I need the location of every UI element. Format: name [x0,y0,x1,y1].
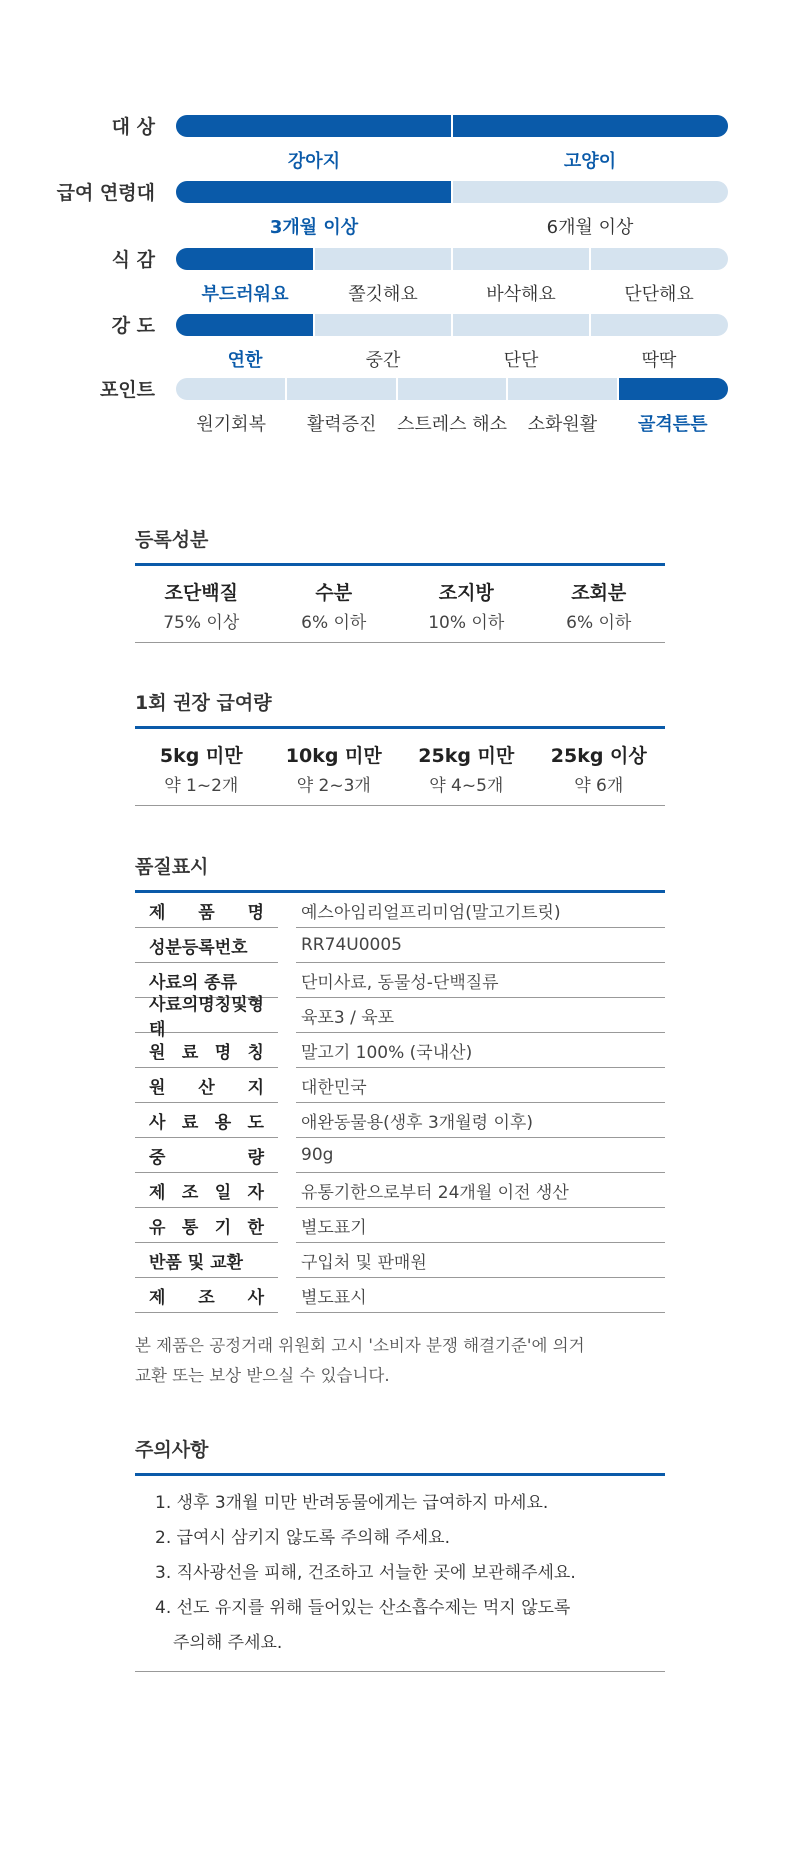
composition-value: 10% 이하 [428,613,505,633]
caution-item-continued: 주의해 주세요. [173,1633,283,1653]
scale-row [0,245,800,315]
quality-value: 육포3 / 육포 [296,998,665,1033]
scale-divider [313,314,315,336]
quality-key: 사료의 종류 [135,964,278,998]
scale-segment [452,248,590,270]
scale-option: 단단 [503,350,539,371]
scale-option: 강아지 [287,151,341,172]
scale-segment-filled [176,115,452,137]
composition-col [533,566,666,642]
quality-key-char: 용 [214,1112,232,1133]
scale-segment [507,378,617,400]
quality-key [135,1139,278,1173]
quality-value: 별도표시 [296,1278,665,1313]
scale-option: 원기회복 [196,414,266,435]
scale-track [176,314,728,336]
scale-label: 대 상 [111,116,155,138]
quality-key [135,894,278,928]
notice-line: 본 제품은 공정거래 위원회 고시 '소비자 분쟁 해결기준'에 의거 [135,1336,585,1355]
composition-header: 조지방 [438,582,494,604]
scale-option: 쫄깃해요 [348,284,418,305]
quality-value: 애완동물용(생후 3개월령 이후) [296,1103,665,1138]
caution-section [135,1435,665,1672]
scale-track [176,248,728,270]
quality-key-char: 한 [247,1217,264,1238]
section-bottom-line [135,642,665,643]
quality-row [135,1208,665,1243]
scale-option: 6개월 이상 [546,217,634,238]
quality-key [135,1209,278,1243]
scale-option: 골격튼튼 [638,414,708,435]
scale-track [176,181,728,203]
quality-row [135,995,665,1040]
quality-row [135,928,665,963]
quality-row [135,1068,665,1103]
scale-row [0,311,800,381]
quality-value: 예스아임리얼프리미엄(말고기트릿) [296,893,665,928]
scale-divider [506,378,508,400]
feeding-value: 약 2~3개 [296,776,371,796]
scale-option: 연한 [227,350,263,371]
quality-key-char: 품 [198,902,215,923]
scale-segment [314,248,452,270]
scale-segment-filled [176,248,314,270]
scale-divider [396,378,398,400]
quality-key: 반품 및 교환 [135,1244,278,1278]
composition-value: 6% 이하 [301,613,367,633]
scale-segment [590,314,728,336]
composition-col [400,566,533,642]
quality-key-char: 조 [181,1182,199,1203]
scale-label: 포인트 [99,379,155,401]
quality-row [135,1103,665,1138]
composition-grid [135,566,665,642]
scale-label: 강 도 [111,315,155,337]
quality-key [135,1104,278,1138]
scale-label: 식 감 [111,249,155,271]
feeding-col [135,729,268,805]
quality-value: 단미사료, 동물성-단백질류 [296,963,665,998]
quality-key-char: 원 [149,1077,166,1098]
scale-option: 스트레스 해소 [396,414,508,435]
composition-title: 등록성분 [135,529,209,551]
scale-segment [452,181,728,203]
composition-value: 75% 이상 [163,613,240,633]
quality-key-char: 통 [181,1217,199,1238]
quality-row [135,1278,665,1313]
quality-key-char: 중 [149,1147,166,1168]
scale-track [176,378,728,400]
scale-divider [589,248,591,270]
quality-value: 대한민국 [296,1068,665,1103]
caution-title: 주의사항 [135,1439,209,1461]
quality-table [135,893,665,1313]
quality-key-char: 조 [198,1287,215,1308]
quality-key-char: 지 [247,1077,264,1098]
quality-key-char: 사 [149,1112,166,1133]
quality-key-char: 산 [198,1077,215,1098]
scale-option: 바삭해요 [486,284,556,305]
quality-value: 말고기 100% (국내산) [296,1033,665,1068]
scale-option: 딱딱 [641,350,677,371]
quality-key-char: 료 [181,1042,199,1063]
quality-row [135,1138,665,1173]
scale-row [0,375,800,445]
caution-item: 1. 생후 3개월 미만 반려동물에게는 급여하지 마세요. [155,1493,549,1513]
composition-col [135,566,268,642]
scale-row [0,112,800,182]
scale-divider [285,378,287,400]
scale-option: 활력증진 [306,414,377,435]
scale-divider [451,248,453,270]
feeding-value: 약 4~5개 [429,776,504,796]
composition-col [268,566,401,642]
quality-key-char: 유 [149,1217,166,1238]
quality-section [135,852,665,1391]
feeding-header: 5kg 미만 [159,745,243,767]
scale-option: 소화원활 [527,414,598,435]
feeding-section [135,688,665,806]
feeding-col [400,729,533,805]
caution-item: 3. 직사광선을 피해, 건조하고 서늘한 곳에 보관해주세요. [155,1563,576,1583]
quality-key [135,1069,278,1103]
feeding-header: 10kg 미만 [285,745,382,767]
quality-key-char: 자 [247,1182,264,1203]
quality-key: 성분등록번호 [135,929,278,963]
scale-option: 고양이 [563,151,617,172]
caution-list [135,1476,665,1671]
composition-value: 6% 이하 [566,613,632,633]
scale-segment-filled [176,314,314,336]
scale-segment [314,314,452,336]
quality-key-char: 칭 [247,1042,264,1063]
feeding-value: 약 6개 [574,776,624,796]
composition-header: 조단백질 [164,582,238,604]
scale-segment [452,314,590,336]
quality-key-char: 제 [149,902,166,923]
scale-segment-filled [176,181,452,203]
exchange-notice [135,1331,665,1391]
feeding-col [268,729,401,805]
quality-key-char: 명 [214,1042,232,1063]
quality-value: 유통기한으로부터 24개월 이전 생산 [296,1173,665,1208]
quality-value: 90g [296,1138,665,1173]
scale-option: 부드러워요 [201,284,289,305]
quality-key-char: 량 [247,1147,264,1168]
scale-option: 중간 [365,350,401,371]
scale-segment-filled [618,378,728,400]
feeding-grid [135,729,665,805]
feeding-value: 약 1~2개 [164,776,239,796]
quality-row [135,1173,665,1208]
scale-row [0,178,800,248]
section-bottom-line [135,1671,665,1672]
feeding-title: 1회 권장 급여량 [135,692,272,714]
scale-divider [451,314,453,336]
scale-label: 급여 연령대 [56,182,155,204]
quality-key-char: 원 [149,1042,166,1063]
caution-item: 2. 급여시 삼키지 않도록 주의해 주세요. [155,1528,450,1548]
quality-value: 별도표기 [296,1208,665,1243]
scale-segment [397,378,507,400]
feeding-header: 25kg 미만 [418,745,515,767]
feeding-header: 25kg 이상 [550,745,647,767]
quality-row [135,1033,665,1068]
scale-divider [451,115,453,137]
quality-key-char: 도 [247,1112,264,1133]
quality-key-char: 명 [247,902,264,923]
quality-title: 품질표시 [135,856,209,878]
quality-key-char: 사 [247,1287,264,1308]
scale-segment [286,378,396,400]
quality-row [135,893,665,928]
composition-section [135,525,665,643]
quality-value: RR74U0005 [296,928,665,963]
scale-option: 단단해요 [624,284,694,305]
quality-key [135,1279,278,1313]
quality-key [135,1034,278,1068]
quality-key-char: 료 [181,1112,199,1133]
section-bottom-line [135,805,665,806]
quality-key [135,1174,278,1208]
composition-header: 수분 [315,582,353,604]
scale-divider [617,378,619,400]
scale-segment [176,378,286,400]
quality-key-char: 제 [149,1182,166,1203]
quality-key-char: 기 [214,1217,232,1238]
scale-option: 3개월 이상 [269,217,359,238]
feeding-col [533,729,666,805]
scale-segment-filled [452,115,728,137]
scale-track [176,115,728,137]
quality-value: 구입처 및 판매원 [296,1243,665,1278]
scale-segment [590,248,728,270]
quality-key: 사료의명칭및형태 [135,999,278,1033]
notice-line: 교환 또는 보상 받으실 수 있습니다. [135,1366,390,1385]
quality-row [135,1243,665,1278]
composition-header: 조회분 [571,582,627,604]
quality-key-char: 제 [149,1287,166,1308]
scale-divider [451,181,453,203]
quality-key-char: 일 [214,1182,232,1203]
scale-divider [589,314,591,336]
caution-item: 4. 선도 유지를 위해 들어있는 산소흡수제는 먹지 않도록 [155,1598,571,1618]
scale-divider [313,248,315,270]
